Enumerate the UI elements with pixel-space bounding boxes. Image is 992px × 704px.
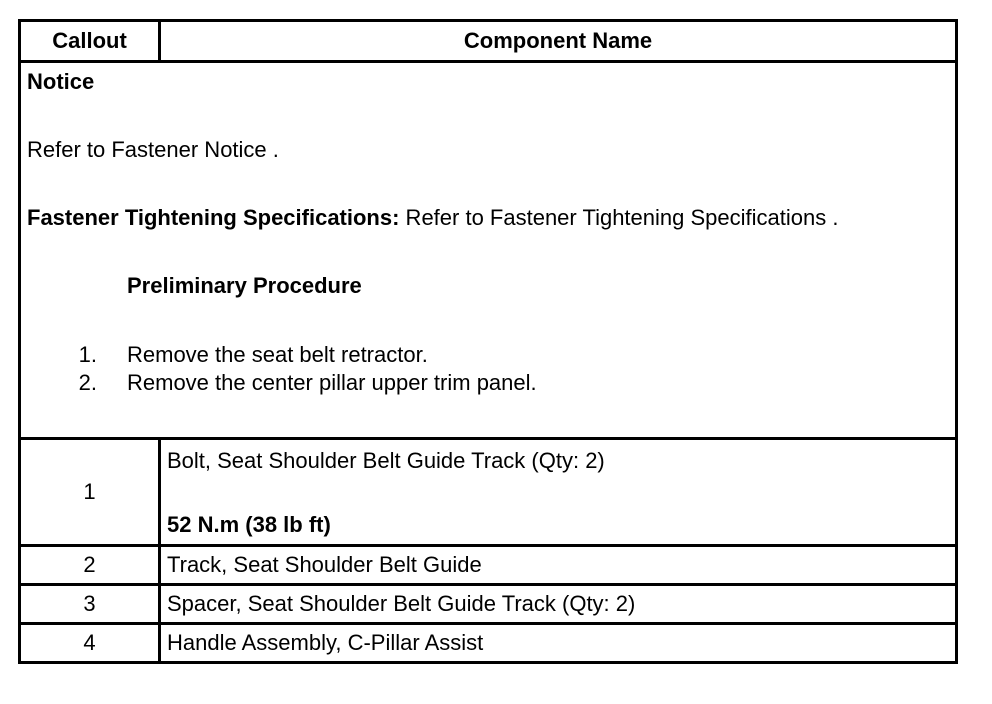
- component-name-cell: Handle Assembly, C-Pillar Assist: [160, 624, 957, 663]
- step-text: Remove the center pillar upper trim panel.: [127, 370, 537, 395]
- spec-text: Refer to Fastener Tightening Specifications .: [399, 205, 839, 230]
- step-text: Remove the seat belt retractor.: [127, 342, 428, 367]
- component-table: [18, 19, 958, 664]
- preliminary-procedure-heading: Preliminary Procedure: [127, 273, 362, 298]
- component-name-cell: [160, 439, 957, 546]
- callout-cell: 1: [20, 439, 160, 546]
- step-number: 1.: [78, 342, 97, 367]
- header-row: [20, 21, 957, 62]
- callout-header: Callout: [20, 21, 160, 62]
- callout-cell: 3: [20, 585, 160, 624]
- procedure-step: [27, 369, 955, 397]
- callout-cell: 4: [20, 624, 160, 663]
- table-row: [20, 624, 957, 663]
- table-row: [20, 585, 957, 624]
- notice-text: Refer to Fastener Notice .: [27, 137, 279, 162]
- notice-title: Notice: [27, 69, 95, 94]
- spec-label: Fastener Tightening Specifications:: [27, 205, 400, 230]
- component-name-header: Component Name: [160, 21, 957, 62]
- table-row: [20, 439, 957, 546]
- component-name-cell: Spacer, Seat Shoulder Belt Guide Track (Qty: 2): [160, 585, 957, 624]
- table-row: [20, 546, 957, 585]
- component-name-cell: Track, Seat Shoulder Belt Guide: [160, 546, 957, 585]
- step-number: 2.: [78, 370, 97, 395]
- notice-cell: [20, 62, 957, 439]
- procedure-step: [27, 341, 955, 369]
- notice-row: [20, 62, 957, 439]
- spec-line: [27, 205, 955, 231]
- callout-cell: 2: [20, 546, 160, 585]
- procedure-steps: [27, 341, 955, 397]
- component-name: Bolt, Seat Shoulder Belt Guide Track (Qty: 2): [167, 448, 605, 473]
- torque-spec: 52 N.m (38 lb ft): [167, 512, 331, 537]
